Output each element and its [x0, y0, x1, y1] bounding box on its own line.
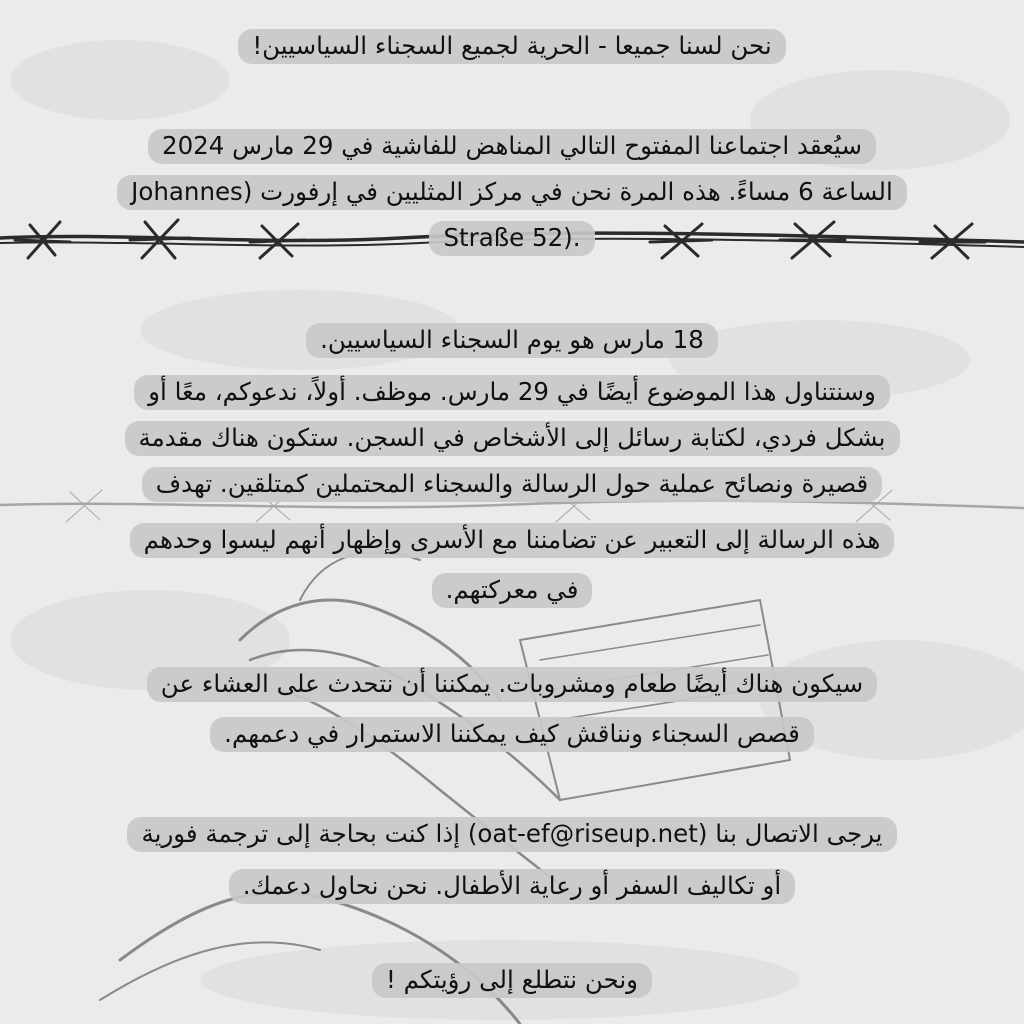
- paragraph-3-line-2: قصص السجناء ونناقش كيف يمكننا الاستمرار في دعمهم.: [0, 714, 1024, 754]
- paragraph-2-line-6: في معركتهم.: [0, 570, 1024, 610]
- headline: نحن لسنا جميعا - الحرية لجميع السجناء السياسيين!: [0, 26, 1024, 66]
- paragraph-3-line-1: سيكون هناك أيضًا طعام ومشروبات. يمكننا أن نتحدث على العشاء عن: [0, 664, 1024, 704]
- closing-line: ونحن نتطلع إلى رؤيتكم !: [0, 960, 1024, 1000]
- paragraph-2-line-1: 18 مارس هو يوم السجناء السياسيين.: [0, 320, 1024, 360]
- paragraph-2-line-5: هذه الرسالة إلى التعبير عن تضامننا مع الأسرى وإظهار أنهم ليسوا وحدهم: [0, 520, 1024, 560]
- paragraph-2-line-4: قصيرة ونصائح عملية حول الرسالة والسجناء المحتملين كمتلقين. تهدف: [0, 464, 1024, 504]
- paragraph-2-line-3: بشكل فردي، لكتابة رسائل إلى الأشخاص في السجن. ستكون هناك مقدمة: [0, 418, 1024, 458]
- paragraph-1-line-2: الساعة 6 مساءً. هذه المرة نحن في مركز المثليين في إرفورت (Johannes: [0, 172, 1024, 212]
- paragraph-2-line-2: وسنتناول هذا الموضوع أيضًا في 29 مارس. موظف. أولاً، ندعوكم، معًا أو: [0, 372, 1024, 412]
- paragraph-4-line-2: أو تكاليف السفر أو رعاية الأطفال. نحن نحاول دعمك.: [0, 866, 1024, 906]
- paragraph-4-line-1: يرجى الاتصال بنا (oat-ef@riseup.net) إذا كنت بحاجة إلى ترجمة فورية: [0, 814, 1024, 854]
- paragraph-1-line-1: سيُعقد اجتماعنا المفتوح التالي المناهض للفاشية في 29 مارس 2024: [0, 126, 1024, 166]
- paragraph-1-line-3: Straße 52).: [0, 218, 1024, 258]
